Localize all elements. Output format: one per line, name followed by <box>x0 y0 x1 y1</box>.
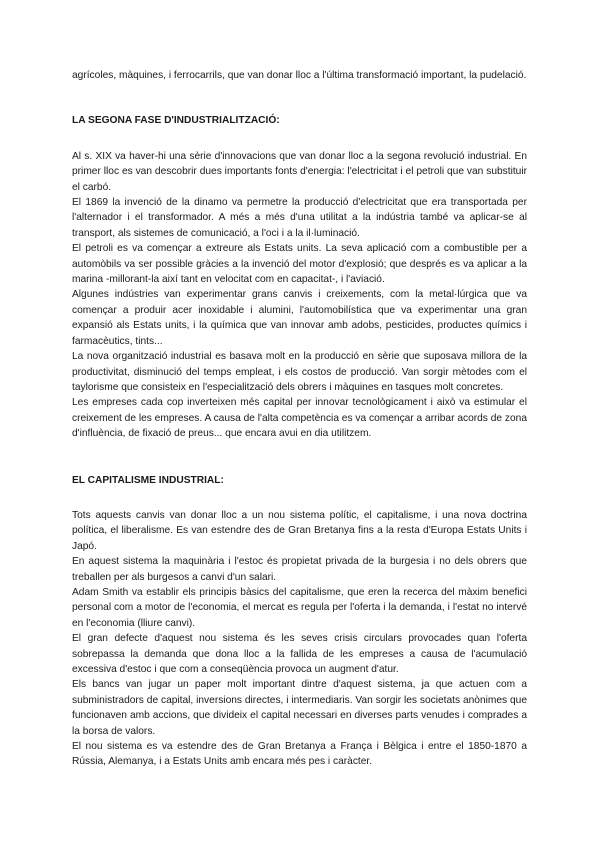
paragraph: La nova organització industrial es basava molt en la producció en sèrie que suposava millora de la productivitat, disminució del temps empleat, i els costos de producció. Van sorgir mètodes com el taylorisme que consisteix en l'especialització dels obrers i màquines en tasques molt concretes. <box>72 351 527 393</box>
paragraph: En aquest sistema la maquinària i l'estoc és propietat privada de la burgesia i no dels obrers que treballen per als burgesos a canvi d'un salari. <box>72 556 527 583</box>
paragraph: El petroli es va començar a extreure als Estats units. La seva aplicació com a combustible per a automòbils va ser possible gràcies a la invenció del motor d'explosió; que després es va aplicar a la marina -millorant-la així tant en velocitat com en capacitat-, i l'aviació. <box>72 243 527 286</box>
paragraph: El nou sistema es va estendre des de Gran Bretanya a França i Bèlgica i entre el 1850-1870 a Rússia, Alemanya, i a Estats Units amb encara més pes i caràcter. <box>72 741 527 768</box>
section-heading-capitalism: EL CAPITALISME INDUSTRIAL: <box>72 474 224 486</box>
document-page <box>72 68 527 770</box>
section-heading-industrialization: LA SEGONA FASE D'INDUSTRIALITZACIÓ: <box>72 115 280 127</box>
paragraph: El gran defecte d'aquest nou sistema és les seves crisis circulars provocades quan l'oferta sobrepassa la demanda que dona lloc a la fallida de les empreses a causa de l'acumulació excessiva d'estoc i que com a conseqüència provoca un augment d'atur. <box>72 633 527 675</box>
paragraph: Tots aquests canvis van donar lloc a un nou sistema polític, el capitalisme, i una nova doctrina política, el liberalisme. Es van estendre des de Gran Bretanya fins a la resta d'Europa Estats Units i Japó. <box>72 509 527 552</box>
paragraph: El 1869 la invenció de la dinamo va permetre la producció d'electricitat que era transportada per l'alternador i el transformador. A més a més d'una utilitat a la indústria també va aplicar-se al transport, als sistemes de comunicació, a l'oci i a la il·luminació. <box>72 197 527 239</box>
paragraph: Els bancs van jugar un paper molt important dintre d'aquest sistema, ja que actuen com a subministradors de capital, inversions directes, i intermediaris. Van sorgir les societats anònimes que funcionaven amb accions, que divideix el capital necessari en diverses parts venudes i comprades a la borsa de valors. <box>72 679 527 737</box>
intro-paragraph: agrícoles, màquines, i ferrocarrils, que van donar lloc a l'última transformació important, la pudelació. <box>72 70 527 81</box>
paragraph: Algunes indústries van experimentar grans canvis i creixements, com la metal·lúrgica que va començar a produir acer inoxidable i alumini, l'automobilística que va experimentar una gran expansió als Estats units, i la química que van innovar amb adobs, pesticides, productes químics i farmacèutics, tints... <box>72 289 527 347</box>
paragraph: Adam Smith va establir els principis bàsics del capitalisme, que eren la recerca del màxim benefici personal com a motor de l'economia, el mercat es regula per l'oferta i la demanda, i l'estat no intervé en l'economia (lliure canvi). <box>72 586 527 629</box>
paragraph: Al s. XIX va haver-hi una sèrie d'innovacions que van donar lloc a la segona revolució industrial. En primer lloc es van descobrir dues importants fonts d'energia: l'electricitat i el petroli que van substituir el carbó. <box>72 150 527 193</box>
paragraph: Les empreses cada cop inverteixen més capital per innovar tecnològicament i això va estimular el creixement de les empreses. A causa de l'alta competència es va començar a arribar acords de zona d'influència, de fixació de preus... que encara avui en dia utilitzem. <box>72 397 527 440</box>
